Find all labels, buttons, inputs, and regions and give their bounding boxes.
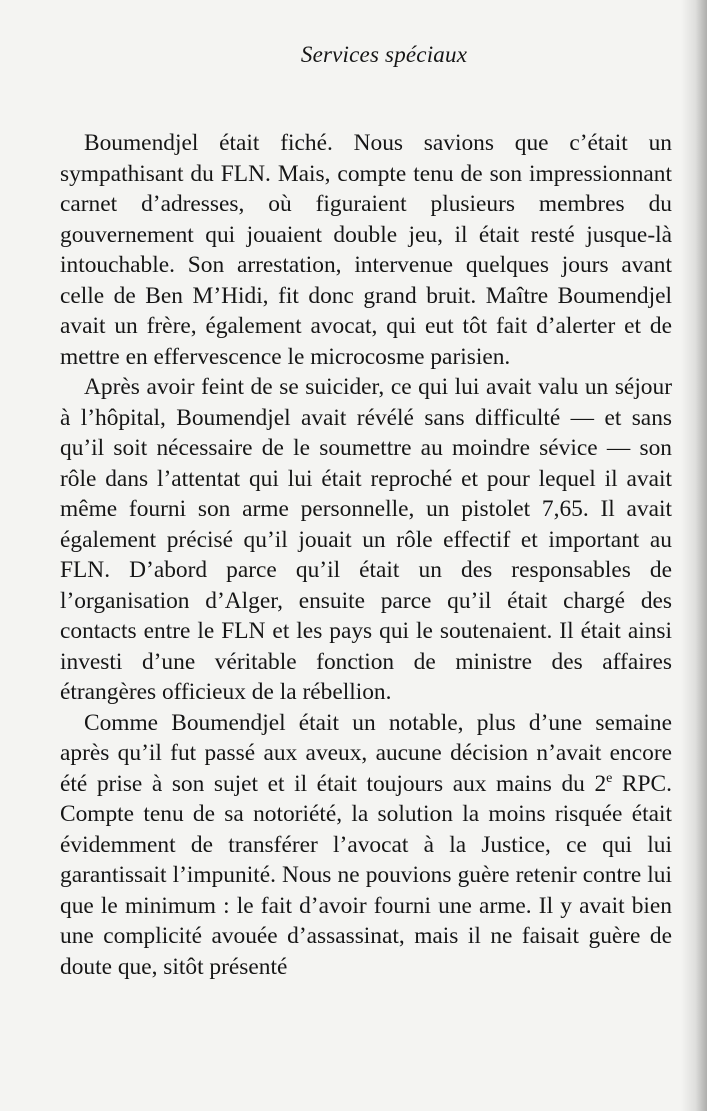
running-head: Services spéciaux bbox=[300, 42, 468, 67]
paragraph-1: Boumendjel était fiché. Nous savions que c’était un sympathisant du FLN. Mais, compte tenu de son impressionnant carnet d’adresses, où figuraient plusieurs membres du gouvernement qui jouaient double jeu, il était resté jusque-là intouchable. Son arrestation, intervenue quelques jours avant celle de Ben M’Hidi, fit donc grand bruit. Maître Boumendjel avait un frère, également avocat, qui eut tôt fait d’alerter et de mettre en effervescence le microcosme parisien. bbox=[60, 130, 672, 370]
paragraph-3 bbox=[60, 708, 672, 983]
paragraph-3-text-start: Comme Boumendjel était un notable, plus d’une semaine après qu’il fut passé aux aveux, aucune décision n’avait encore été prise à son sujet et il était toujours aux mains du 2 bbox=[60, 709, 672, 797]
page-scan-edge-shadow bbox=[681, 0, 707, 1111]
paragraph-3-text-end: RPC. Compte tenu de sa notoriété, la solution la moins risquée était évidemment de transférer l’avocat à la Justice, ce qui lui garantissait l’impunité. Nous ne pouvions guère retenir contre lui que le minimum : le fait d’avoir fourni une arme. Il y avait bien une complicité avouée d’assassinat, mais il ne faisait guère de doute que, sitôt présenté bbox=[60, 770, 672, 980]
body-text bbox=[60, 128, 672, 982]
book-page bbox=[60, 40, 672, 982]
paragraph-2: Après avoir feint de se suicider, ce qui lui avait valu un séjour à l’hôpital, Boumendjel avait révélé sans difficulté — et sans qu’il soit nécessaire de le soumettre au moindre sévice — son rôle dans l’attentat qui lui était reproché et pour lequel il avait même fourni son arme personnelle, un pistolet 7,65. Il avait également précisé qu’il jouait un rôle effectif et important au FLN. D’abord parce qu’il était un des responsables de l’organisation d’Alger, ensuite parce qu’il était chargé des contacts entre le FLN et les pays qui le soutenaient. Il était ainsi investi d’une véritable fonction de ministre des affaires étrangères officieux de la rébellion. bbox=[60, 374, 672, 705]
ordinal-superscript: e bbox=[606, 770, 613, 786]
